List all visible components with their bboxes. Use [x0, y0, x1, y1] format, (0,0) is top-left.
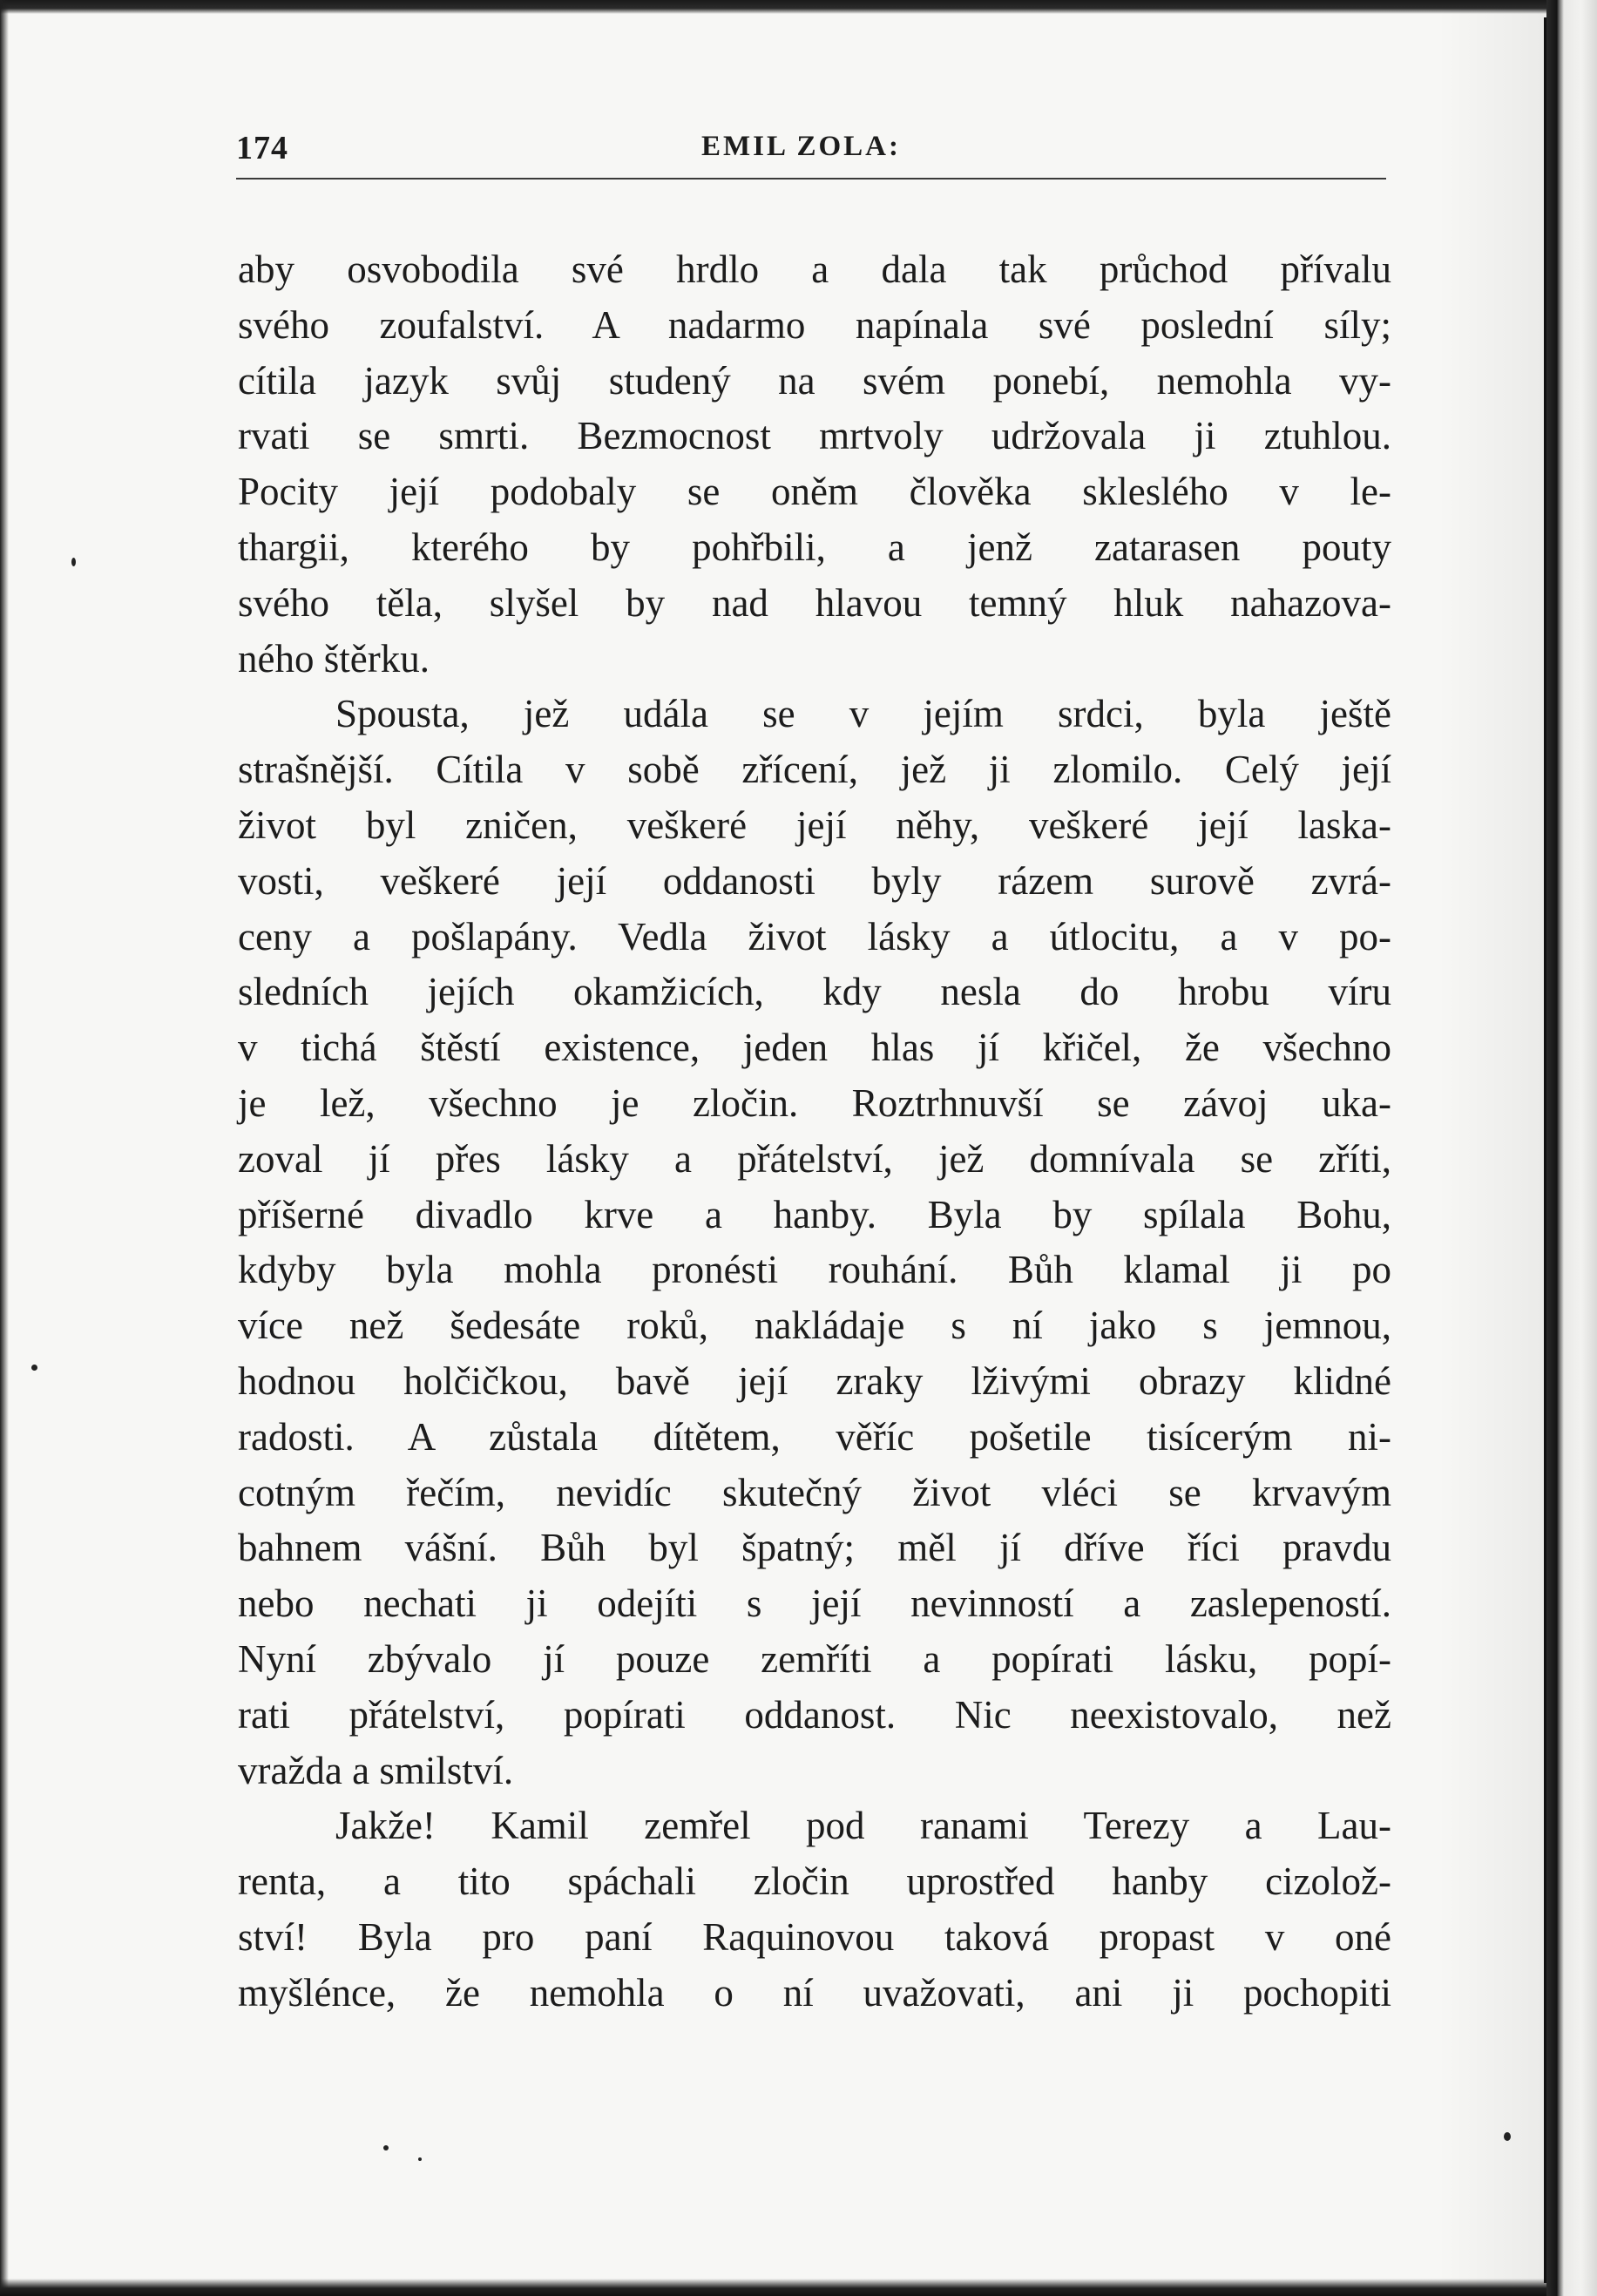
text-line: je lež, všechno je zločin. Roztrhnuvší se závoj uka- — [238, 1080, 1391, 1125]
text-line: sledních jejích okamžicích, kdy nesla do hrobu víru — [238, 970, 1391, 1014]
body-text — [238, 242, 1391, 2022]
text-line: svého těla, slyšel by nad hlavou temný hluk nahazova- — [238, 580, 1391, 625]
text-line: nebo nechati ji odejíti s její nevinností a zaslepeností. — [238, 1581, 1391, 1626]
text-line: Pocity její podobaly se oněm člověka skleslého v le- — [238, 470, 1391, 514]
scan-edge-top — [0, 0, 1597, 14]
page-header — [236, 129, 1386, 178]
text-line: ceny a pošlapány. Vedla život lásky a útlocitu, a v po- — [238, 914, 1391, 958]
scan-speck — [383, 2145, 389, 2150]
scan-speck — [31, 1365, 37, 1371]
scan-speck — [418, 2157, 422, 2161]
text-line: thargii, kterého by pohřbili, a jenž zatarasen pouty — [238, 525, 1391, 569]
text-line: aby osvobodila své hrdlo a dala tak průchod přívalu — [238, 247, 1391, 291]
text-line: život byl zničen, veškeré její něhy, veškeré její laska- — [238, 803, 1391, 847]
scan-speck — [1504, 2132, 1511, 2141]
text-line: vražda a smilství. — [238, 1748, 514, 1792]
scan-edge-right — [1546, 0, 1597, 2296]
text-line: myšlénce, že nemohla o ní uvažovati, ani ji pochopiti — [238, 1970, 1391, 2015]
text-line: více než šedesáte roků, nakládaje s ní jako s jemnou, — [238, 1304, 1391, 1348]
text-line: svého zoufalství. A nadarmo napínala své poslední síly; — [238, 302, 1391, 347]
text-line: vosti, veškeré její oddanosti byly rázem surově zvrá- — [238, 858, 1391, 903]
text-line: ství! Byla pro paní Raquinovou taková propast v oné — [238, 1914, 1391, 1959]
text-line: rvati se smrti. Bezmocnost mrtvoly udržovala ji ztuhlou. — [238, 414, 1391, 458]
scan-edge-bottom — [0, 2279, 1597, 2296]
text-line: rati přátelství, popírati oddanost. Nic neexistovalo, než — [238, 1692, 1391, 1737]
text-line: Jakže! Kamil zemřel pod ranami Terezy a Lau- — [335, 1804, 1391, 1848]
text-line: bahnem vášní. Bůh byl špatný; měl jí dříve říci pravdu — [238, 1526, 1391, 1570]
page-number: 174 — [236, 130, 288, 166]
text-line: renta, a tito spáchali zločin uprostřed hanby cizolož- — [238, 1859, 1391, 1904]
text-line: kdyby byla mohla pronésti rouhání. Bůh klamal ji po — [238, 1248, 1391, 1292]
header-rule — [236, 178, 1386, 179]
text-line: cítila jazyk svůj studený na svém ponebí, nemohla vy- — [238, 358, 1391, 403]
text-line: Nyní zbývalo jí pouze zemříti a popírati lásku, popí- — [238, 1636, 1391, 1681]
text-line: Spousta, jež udála se v jejím srdci, byla ještě — [335, 692, 1391, 736]
text-line: radosti. A zůstala dítětem, věříc pošetile tisícerým ni- — [238, 1414, 1391, 1459]
text-line: strašnější. Cítila v sobě zřícení, jež ji zlomilo. Celý její — [238, 748, 1391, 792]
scan-edge-left — [0, 0, 9, 2296]
text-line: zoval jí přes lásky a přátelství, jež domnívala se zříti, — [238, 1136, 1391, 1181]
text-line: ného štěrku. — [238, 636, 430, 681]
page-shadow — [1438, 0, 1546, 2296]
running-head: EMIL ZOLA: — [701, 131, 901, 162]
text-line: příšerné divadlo krve a hanby. Byla by spílala Bohu, — [238, 1192, 1391, 1236]
scan-speck — [71, 558, 76, 566]
text-line: v tichá štěstí existence, jeden hlas jí křičel, že všechno — [238, 1026, 1391, 1070]
text-line: hodnou holčičkou, bavě její zraky lživými obrazy klidné — [238, 1358, 1391, 1403]
text-line: cotným řečím, nevidíc skutečný život vléci se krvavým — [238, 1470, 1391, 1514]
